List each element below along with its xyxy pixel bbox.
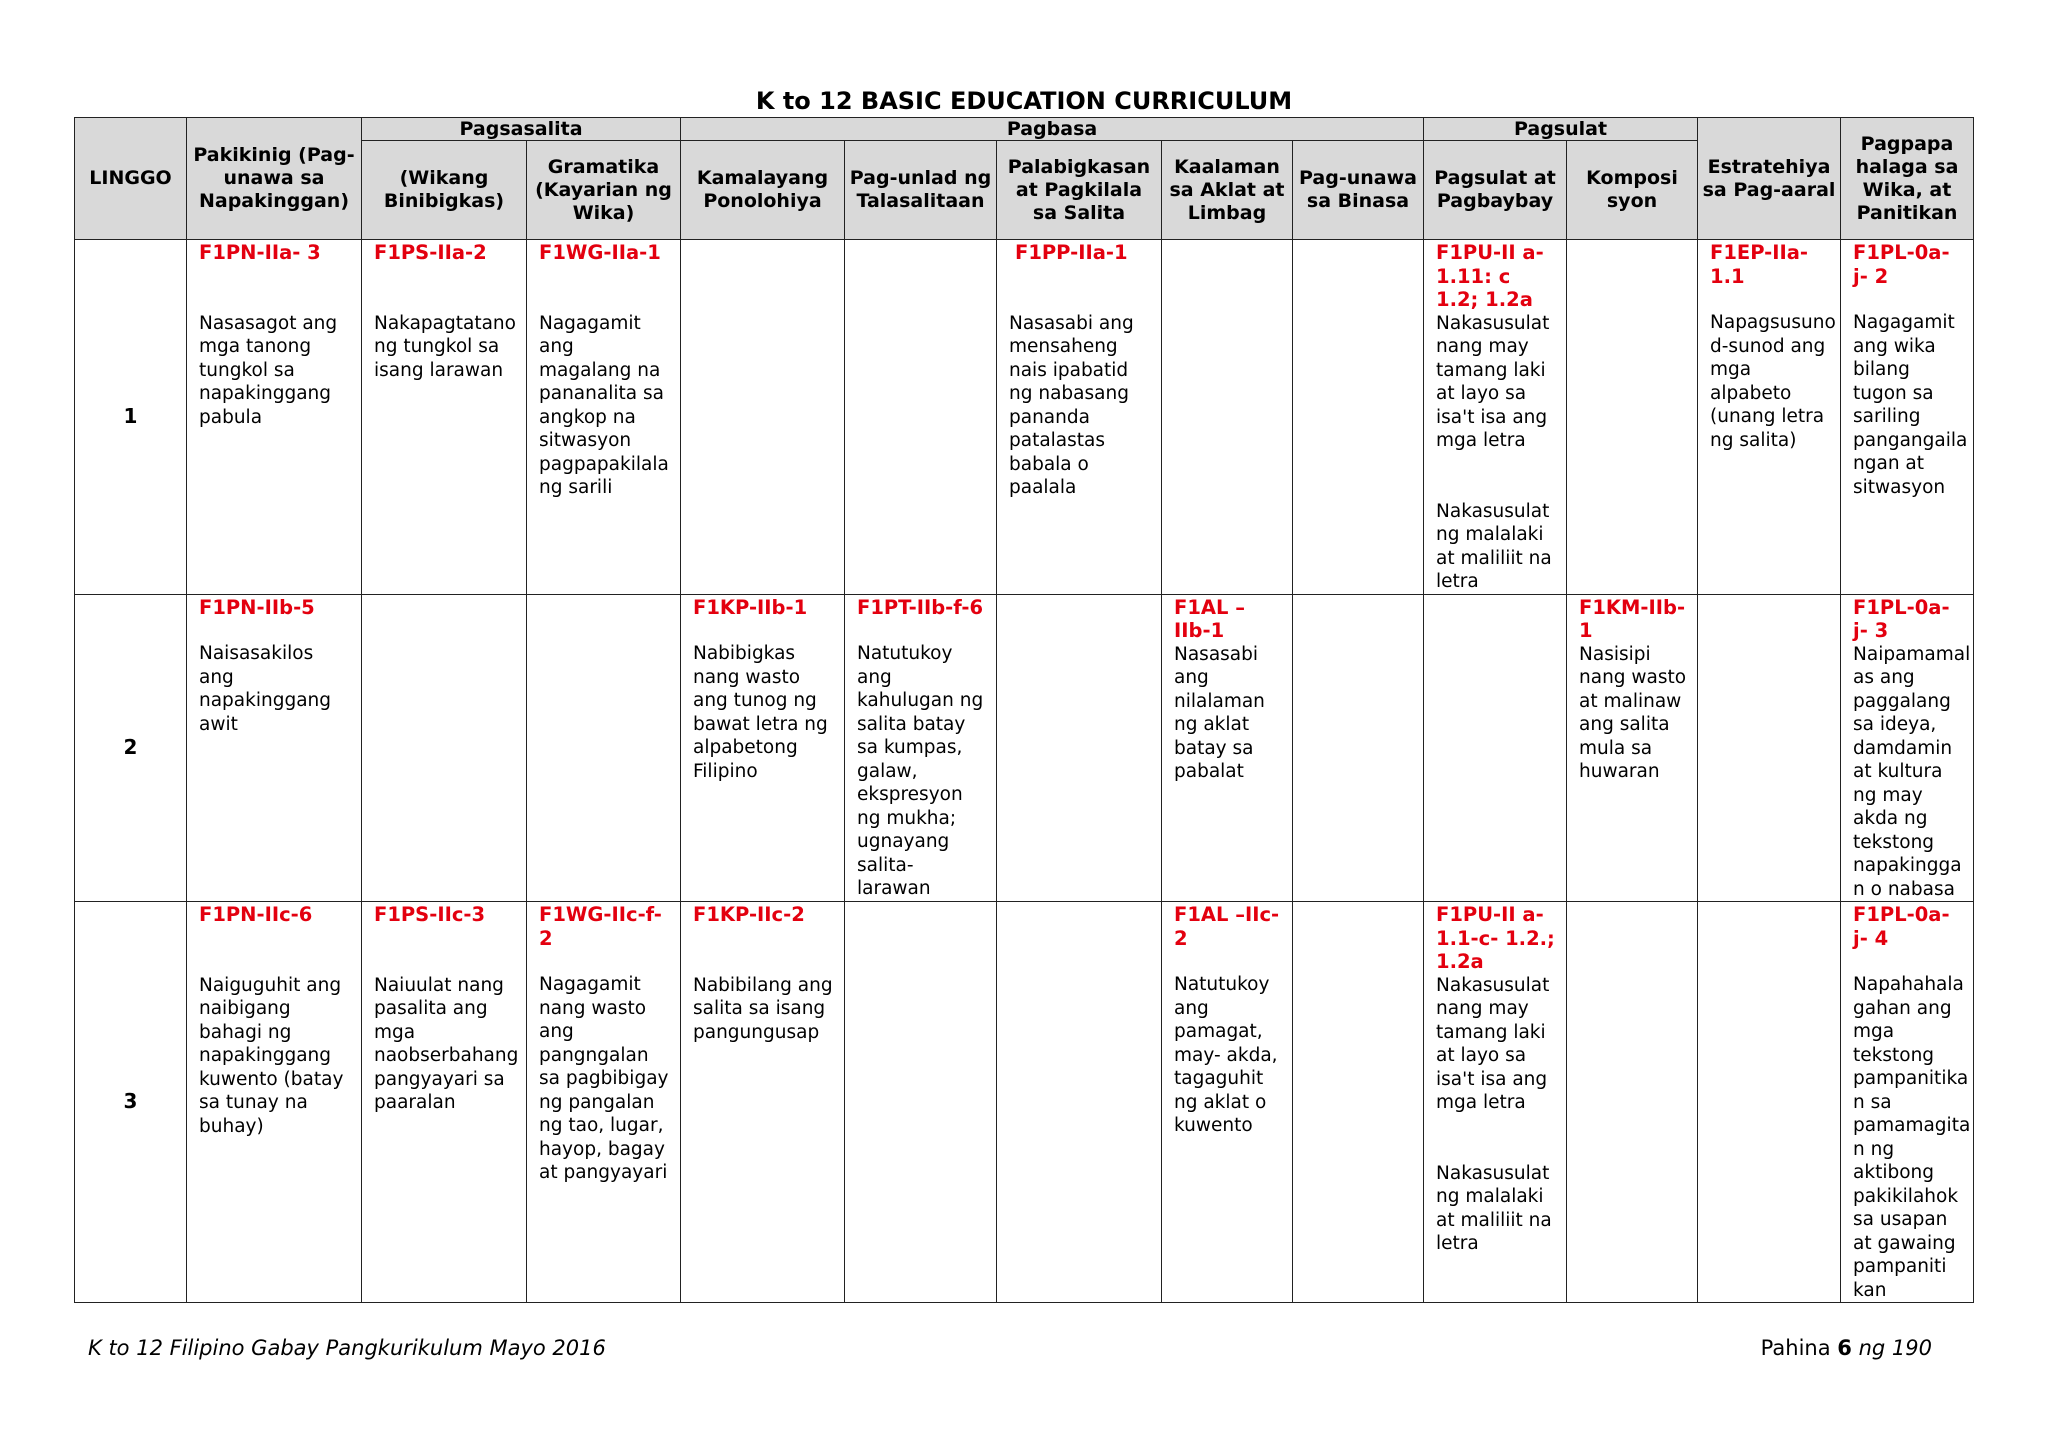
competency-text: Naiguguhit ang naibigang bahagi ng napakinggang kuwento (batay sa tunay na buhay) (199, 974, 344, 1137)
footer-page-info (1761, 1336, 1932, 1360)
competency-text: Naisasakilos ang napakinggang awit (199, 643, 332, 735)
cell-estratehiya (1698, 902, 1841, 1303)
competency-text: Napahahala gahan ang mga tekstong pampanitika n sa pamamagita n ng aktibong pakikilahok sa usapan at gawaing pampaniti kan (1853, 974, 1971, 1301)
cell-pagsulat (1424, 240, 1567, 595)
cell-gramatika (527, 902, 681, 1303)
cell-komposisyon (1567, 240, 1698, 595)
header-pagsulat-at: Pagsulat at Pagbaybay (1424, 141, 1567, 240)
footer-page-prefix: Pahina (1760, 1336, 1831, 1360)
cell-pagunlad (845, 594, 997, 902)
header-pakikinig: Pakikinig (Pag-unawa sa Napakinggan) (187, 118, 362, 240)
cell-pakikinig (187, 594, 362, 902)
competency-text: Natutukoy ang pamagat, may- akda, tagaguhit ng aklat o kuwento (1174, 974, 1278, 1136)
competency-code: F1PS-IIa-2 (374, 241, 487, 264)
cell-pagunawa (1293, 902, 1424, 1303)
competency-text: Nabibilang ang salita sa isang pangungusap (693, 974, 833, 1043)
competency-code: F1PS-IIc-3 (374, 903, 486, 926)
cell-gramatika (527, 594, 681, 902)
competency-code: F1KP-IIc-2 (693, 903, 805, 926)
table-row (75, 594, 1974, 902)
footer-page-total: ng 190 (1858, 1336, 1932, 1360)
cell-kamalayang (681, 902, 845, 1303)
competency-code: F1WG-IIa-1 (539, 241, 661, 264)
cell-estratehiya (1698, 240, 1841, 595)
cell-wikang (362, 240, 527, 595)
week-number: 1 (75, 240, 187, 595)
competency-code: F1KM-IIb- 1 (1579, 595, 1686, 642)
competency-text: Nakapagtatano ng tungkol sa isang larawan (374, 312, 516, 381)
competency-text: Naipamamal as ang paggalang sa ideya, damdamin at kultura ng may akda ng tekstong napakingga n o nabasa (1853, 643, 1971, 900)
cell-pagpapahalaga (1841, 902, 1974, 1303)
competency-text: Nabibigkas nang wasto ang tunog ng bawat letra ng alpabetong Filipino (693, 643, 828, 782)
header-pagunawa: Pag-unawa sa Binasa (1293, 141, 1424, 240)
competency-text: Nagagamit nang wasto ang pangngalan sa pagbibigay ng pangalan ng tao, lugar, hayop, bagay at pangyayari (539, 974, 669, 1183)
competency-text: Nakasusulat nang may tamang laki at layo sa isa't isa ang mga letra (1436, 312, 1550, 451)
competency-code: F1PU-II a-1.11: c 1.2; 1.2a (1436, 241, 1544, 311)
competency-code: F1AL – IIb-1 (1174, 595, 1245, 642)
cell-wikang (362, 594, 527, 902)
cell-pagsulat (1424, 902, 1567, 1303)
page-title: K to 12 BASIC EDUCATION CURRICULUM (755, 87, 1293, 115)
header-pagsulat: Pagsulat (1424, 118, 1698, 141)
competency-text: Nakasusulat nang may tamang laki at layo sa isa't isa ang mga letra (1436, 974, 1550, 1113)
header-kaalaman: Kaalaman sa Aklat at Limbag (1162, 141, 1293, 240)
competency-code: F1PL-0a-j- 4 (1853, 903, 1950, 950)
competency-text: Napagsusuno d-sunod ang mga alpabeto (unang letra ng salita) (1710, 312, 1836, 451)
competency-code: F1PL-0a-j- 2 (1853, 241, 1950, 288)
header-estratehiya: Estratehiya sa Pag-aaral (1698, 118, 1841, 240)
competency-text: Nagagamit ang magalang na pananalita sa angkop na sitwasyon pagpapakilala ng sarili (539, 312, 669, 498)
cell-pagpapahalaga (1841, 240, 1974, 595)
competency-code: F1PP-IIa-1 (1015, 241, 1128, 264)
competency-text: Natutukoy ang kahulugan ng salita batay sa kumpas, galaw, ekspresyon ng mukha; ugnayang salita-larawan (857, 643, 984, 899)
cell-gramatika (527, 240, 681, 595)
cell-wikang (362, 902, 527, 1303)
cell-pagunlad (845, 902, 997, 1303)
cell-kaalaman (1162, 902, 1293, 1303)
competency-code: F1PN-IIc-6 (199, 903, 313, 926)
cell-pakikinig (187, 902, 362, 1303)
competency-code: F1KP-IIb-1 (693, 595, 808, 619)
cell-pagunawa (1293, 240, 1424, 595)
competency-code: F1PU-II a-1.1-c- 1.2.; 1.2a (1436, 903, 1555, 973)
competency-code: F1PN-IIa- 3 (199, 241, 321, 264)
header-pagpapahalaga: Pagpapa halaga sa Wika, at Panitikan (1841, 118, 1974, 240)
header-gramatika: Gramatika (Kayarian ng Wika) (527, 141, 681, 240)
competency-code: F1PN-IIb-5 (199, 595, 315, 619)
competency-text: Nasisipi nang wasto at malinaw ang salita mula sa huwaran (1579, 643, 1687, 782)
curriculum-table (74, 117, 1974, 1303)
week-number: 3 (75, 902, 187, 1303)
cell-kaalaman (1162, 594, 1293, 902)
cell-pakikinig (187, 240, 362, 595)
competency-code: F1EP-IIa- 1.1 (1710, 241, 1809, 288)
competency-code: F1AL –IIc- 2 (1174, 903, 1280, 950)
competency-code: F1WG-IIc-f- 2 (539, 903, 662, 950)
cell-komposisyon (1567, 594, 1698, 902)
competency-text-2: Nakasusulat ng malalaki at maliliit na letra (1436, 500, 1552, 592)
week-number: 2 (75, 594, 187, 902)
cell-pagsulat (1424, 594, 1567, 902)
cell-kaalaman (1162, 240, 1293, 595)
header-pagunlad: Pag-unlad ng Talasalitaan (845, 141, 997, 240)
header-pagsasalita: Pagsasalita (362, 118, 681, 141)
header-kamalayang: Kamalayang Ponolohiya (681, 141, 845, 240)
cell-palabigkasan (997, 240, 1162, 595)
cell-palabigkasan (997, 902, 1162, 1303)
header-pagbasa: Pagbasa (681, 118, 1424, 141)
footer-document-title: K to 12 Filipino Gabay Pangkurikulum Mayo 2016 (88, 1336, 606, 1360)
cell-estratehiya (1698, 594, 1841, 902)
header-wikang: (Wikang Binibigkas) (362, 141, 527, 240)
cell-kamalayang (681, 594, 845, 902)
competency-text: Nasasabi ang nilalaman ng aklat batay sa pabalat (1174, 643, 1265, 782)
competency-text: Nagagamit ang wika bilang tugon sa sariling pangangaila ngan at sitwasyon (1853, 312, 1968, 498)
competency-text: Nasasabi ang mensaheng nais ipabatid ng nabasang pananda patalastas babala o paalala (1009, 312, 1134, 498)
cell-kamalayang (681, 240, 845, 595)
competency-text: Nasasagot ang mga tanong tungkol sa napakinggang pabula (199, 312, 338, 428)
competency-text-2: Nakasusulat ng malalaki at maliliit na letra (1436, 1162, 1552, 1254)
header-palabigkasan: Palabigkasan at Pagkilala sa Salita (997, 141, 1162, 240)
cell-komposisyon (1567, 902, 1698, 1303)
cell-palabigkasan (997, 594, 1162, 902)
cell-pagunawa (1293, 594, 1424, 902)
competency-text: Naiuulat nang pasalita ang mga naobserbahang pangyayari sa paaralan (374, 974, 519, 1113)
header-komposisyon: Komposi syon (1567, 141, 1698, 240)
table-row (75, 240, 1974, 595)
header-linggo: LINGGO (75, 118, 187, 240)
cell-pagunlad (845, 240, 997, 595)
competency-code: F1PT-IIb-f-6 (857, 595, 984, 619)
table-row (75, 902, 1974, 1303)
footer-page-number: 6 (1837, 1336, 1852, 1360)
competency-code: F1PL-0a-j- 3 (1853, 595, 1950, 642)
cell-pagpapahalaga (1841, 594, 1974, 902)
